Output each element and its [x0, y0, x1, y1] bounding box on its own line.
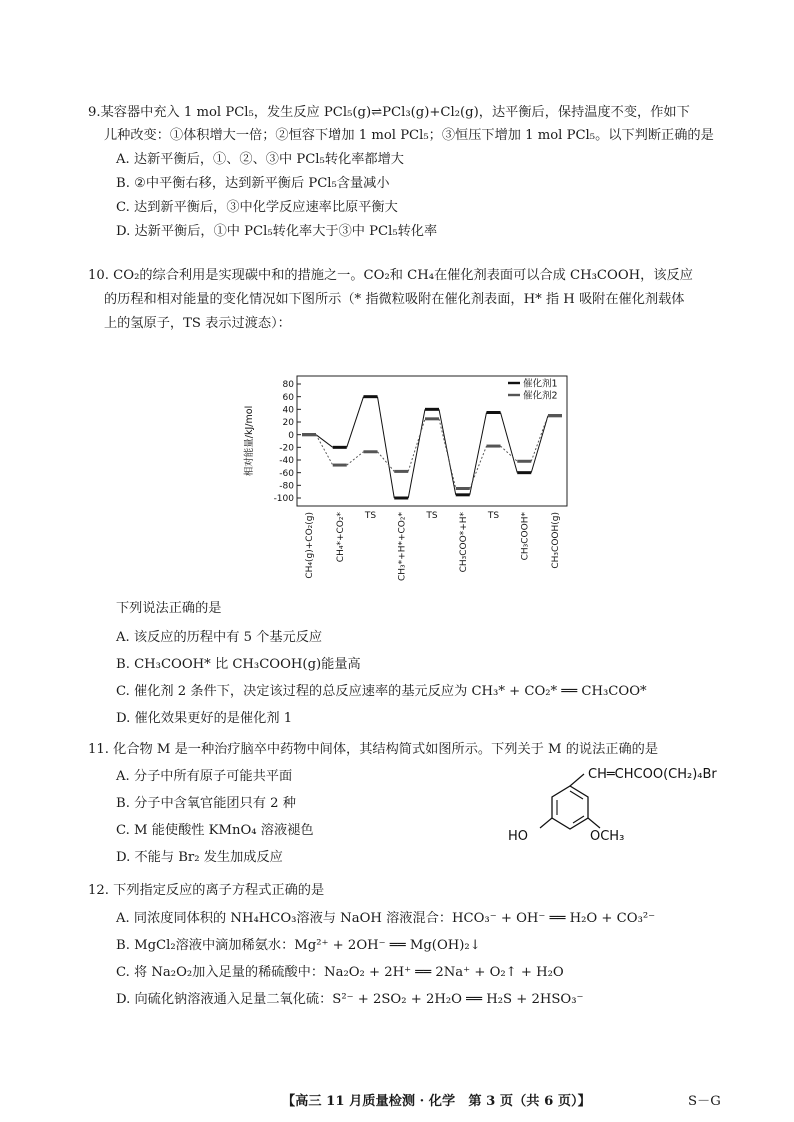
connector-line: [347, 452, 364, 465]
x-tick-label: TS: [364, 511, 377, 521]
q10-prompt: 下列说法正确的是: [116, 601, 222, 616]
compound-m-structure: [470, 766, 720, 876]
ho-bond: [540, 818, 552, 828]
q9-option-b[interactable]: B. ②中平衡右移，达到新平衡后 PCl₅含量减小: [116, 176, 390, 191]
och3-label: OCH₃: [590, 829, 625, 844]
q11-option-a[interactable]: A. 分子中所有原子可能共平面: [116, 769, 293, 784]
y-axis-label: 相对能量/kJ/mol: [244, 405, 255, 477]
q10-stem-line3: 上的氢原子，TS 表示过渡态）：: [104, 316, 291, 331]
q10-stem-line2: 的历程和相对能量的变化情况如下图所示（* 指微粒吸附在催化剂表面，H* 指 H 吸附在催化剂载体: [104, 292, 685, 307]
q9-stem-line2: 儿种改变：①体积增大一倍；②恒容下增加 1 mol PCl₅；③恒压下增加 1 mol PCl₅。以下判断正确的是: [104, 128, 714, 143]
q12-option-d[interactable]: D. 向硫化钠溶液通入足量二氧化硫：S²⁻ + 2SO₂ + 2H₂O ══ H₂S + 2HSO₃⁻: [116, 992, 584, 1007]
y-tick-label: 40: [282, 405, 294, 416]
x-tick-label: CH₄*+CO₂*: [335, 512, 346, 563]
x-tick-label: TS: [487, 511, 500, 521]
paper-code: S－G: [688, 1094, 721, 1109]
series-group: [302, 397, 562, 498]
och3-bond: [588, 818, 600, 828]
y-tick-label: -60: [279, 468, 294, 479]
y-tick-label: 60: [282, 392, 294, 403]
q9-option-c[interactable]: C. 达到新平衡后，③中化学反应速率比原平衡大: [116, 200, 398, 215]
connector-line: [408, 409, 425, 498]
connector-line: [316, 435, 333, 448]
x-tick-label: CH₃*+H*+CO₂*: [397, 512, 408, 581]
y-tick-label: -20: [279, 443, 294, 454]
side-chain-label: CH═CHCOO(CH₂)₄Br: [588, 767, 717, 782]
connector-line: [378, 397, 395, 498]
x-tick-labels: [305, 511, 561, 581]
connector-line: [501, 413, 518, 473]
q10-option-c[interactable]: C. 催化剂 2 条件下，决定该过程的总反应速率的基元反应为 CH₃* + CO₂* ══ CH₃COO*: [116, 684, 647, 699]
q11-stem: 11. 化合物 M 是一种治疗脑卒中药物中间体，其结构简式如图所示。下列关于 M 的说法正确的是: [88, 742, 659, 757]
q9-stem-line1: 9.某容器中充入 1 mol PCl₅，发生反应 PCl₅(g)⇌PCl₃(g)+Cl₂(g)，达平衡后，保持温度不变，作如下: [88, 105, 690, 120]
page-footer: 【高三 11 月质量检测 · 化学 第 3 页（共 6 页）】: [282, 1094, 591, 1109]
q11-option-b[interactable]: B. 分子中含氧官能团只有 2 种: [116, 796, 296, 811]
compound-m-svg: [470, 766, 720, 876]
connector-line: [408, 419, 425, 472]
q11-option-d[interactable]: D. 不能与 Br₂ 发生加成反应: [116, 850, 283, 865]
y-tick-label: -100: [273, 494, 294, 505]
q9-option-d[interactable]: D. 达新平衡后，①中 PCl₅转化率大于③中 PCl₅转化率: [116, 224, 438, 239]
connector-line: [531, 416, 548, 462]
x-tick-label: CH₃COO*+H*: [458, 512, 469, 573]
legend: [508, 378, 558, 402]
y-tick-label: 80: [282, 380, 294, 391]
q12-option-a[interactable]: A. 同浓度同体积的 NH₄HCO₃溶液与 NaOH 溶液混合：HCO₃⁻ + OH⁻ ══ H₂O + CO₃²⁻: [116, 911, 656, 926]
q9-option-a[interactable]: A. 达新平衡后，①、②、③中 PCl₅转化率都增大: [116, 152, 404, 167]
energy-profile-svg: [240, 364, 570, 589]
energy-profile-chart: [240, 364, 570, 589]
connector-line: [439, 409, 456, 494]
q10-option-a[interactable]: A. 该反应的历程中有 5 个基元反应: [116, 630, 323, 645]
chain-bond: [570, 774, 584, 786]
legend-label-series2: 催化剂2: [523, 390, 558, 402]
q10-option-b[interactable]: B. CH₃COOH* 比 CH₃COOH(g)能量高: [116, 657, 361, 672]
y-tick-label: 0: [288, 430, 294, 441]
x-tick-label: TS: [426, 511, 438, 521]
q10-option-d[interactable]: D. 催化效果更好的是催化剂 1: [116, 711, 293, 726]
connector-line: [378, 452, 395, 472]
q10-stem-line1: 10. CO₂的综合利用是实现碳中和的措施之一。CO₂和 CH₄在催化剂表面可以合成 CH₃COOH，该反应: [88, 268, 693, 283]
x-tick-label: CH₃COOH(g): [551, 512, 561, 569]
q12-option-c[interactable]: C. 将 Na₂O₂加入足量的稀硫酸中：Na₂O₂ + 2H⁺ ══ 2Na⁺ + O₂↑ + H₂O: [116, 965, 564, 980]
legend-label-series1: 催化剂1: [523, 378, 558, 390]
ho-label: HO: [508, 829, 529, 844]
connector-line: [531, 416, 548, 473]
y-tick-label: 20: [282, 418, 294, 429]
q12-stem: 12. 下列指定反应的离子方程式正确的是: [88, 883, 325, 898]
x-tick-label: CH₃COOH*: [520, 512, 531, 561]
x-tick-label: CH₄(g)+CO₂(g): [305, 512, 315, 579]
connector-line: [501, 446, 518, 461]
q12-option-b[interactable]: B. MgCl₂溶液中滴加稀氨水：Mg²⁺ + 2OH⁻ ══ Mg(OH)₂↓: [116, 938, 481, 953]
connector-line: [347, 397, 364, 448]
q11-option-c[interactable]: C. M 能使酸性 KMnO₄ 溶液褪色: [116, 823, 314, 838]
y-tick-label: -40: [279, 456, 294, 467]
y-tick-label: -80: [279, 481, 294, 492]
connector-line: [316, 435, 333, 465]
